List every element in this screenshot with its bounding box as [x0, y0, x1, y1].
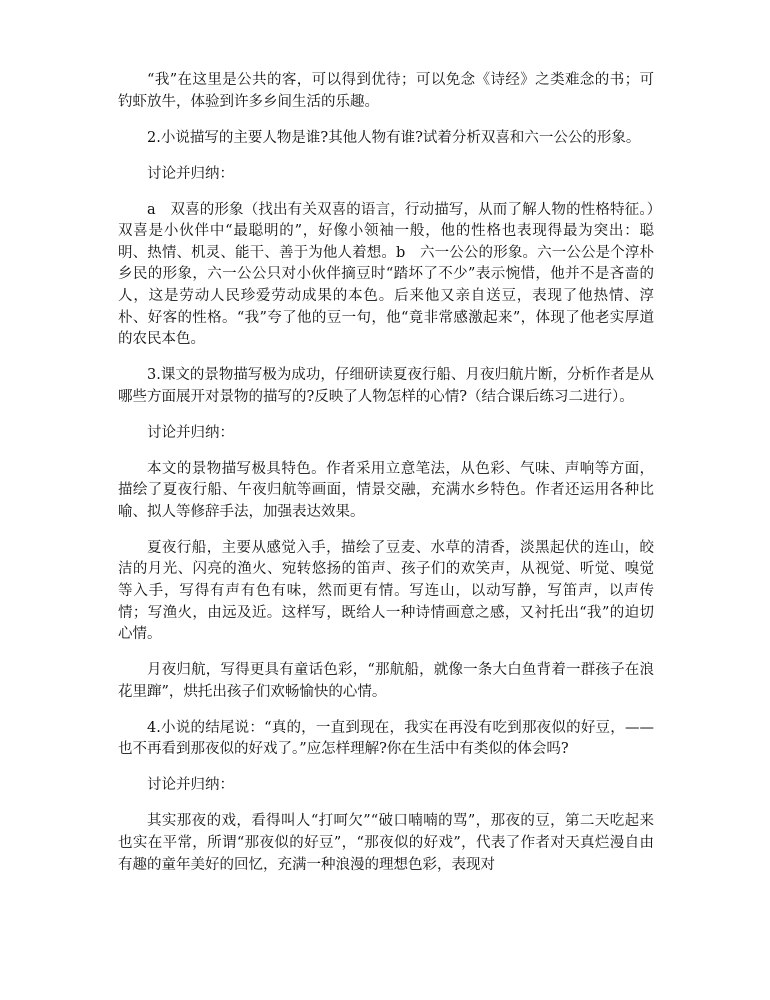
document-body: [118, 70, 654, 891]
question-4: 4.小说的结尾说：“真的，一直到现在，我实在再没有吃到那夜似的好豆，——也不再看到那夜似的好戏了。”应怎样理解?你在生活中有类似的体会吗?: [118, 719, 654, 758]
question-3: 3.课文的景物描写极为成功，仔细研读夏夜行船、月夜归航片断，分析作者是从哪些方面展开对景物的描写的?反映了人物怎样的心情?（结合课后练习二进行）。: [118, 367, 654, 405]
paragraph-moonlit-return: 月夜归航，写得更具有童话色彩，“那航船，就像一条大白鱼背着一群孩子在浪花里蹿”，烘托出孩子们欢畅愉快的心情。: [118, 662, 654, 700]
discussion-heading: 讨论并归纳：: [147, 777, 234, 794]
discussion-heading: 讨论并归纳：: [147, 165, 234, 182]
paragraph-character-analysis: a 双喜的形象（找出有关双喜的语言，行动描写，从而了解人物的性格特征。）双喜是小伙伴中“最聪明的”，好像小领袖一般，他的性格也表现得最为突出：聪明、热情、机灵、能干、善于为他人着想。b 六一公公的形象。六一公公是个淳朴乡民的形象，六一公公只对小伙伴摘豆时“踏坏了不少”表示惋惜，他并不是吝啬的人，这是劳动人民珍爱劳动成果的本色。后来他又亲自送豆，表现了他热情、淳朴、好客的性格。“我”夸了他的豆一句，他“竟非常感激起来”，体现了他老实厚道的农民本色。: [118, 201, 654, 348]
paragraph-guest-treatment: “我”在这里是公共的客，可以得到优待；可以免念《诗经》之类难念的书；可钓虾放牛，体验到许多乡间生活的乐趣。: [118, 72, 654, 110]
paragraph-ending-analysis: 其实那夜的戏，看得叫人“打呵欠”“破口喃喃的骂”，那夜的豆，第二天吃起来也实在平常，所谓“那夜似的好豆”，“那夜似的好戏”，代表了作者对天真烂漫自由有趣的童年美好的回忆，充满一种浪漫的理想色彩，表现对: [118, 813, 654, 873]
discussion-heading: 讨论并归纳：: [147, 424, 234, 441]
paragraph-scenery-overview: 本文的景物描写极具特色。作者采用立意笔法，从色彩、气味、声响等方面，描绘了夏夜行船、午夜归航等画面，情景交融，充满水乡特色。作者还运用各种比喻、拟人等修辞手法，加强表达效果。: [118, 460, 654, 520]
question-2: 2.小说描写的主要人物是谁?其他人物有谁?试着分析双喜和六一公公的形象。: [147, 129, 641, 146]
paragraph-summer-night-boat: 夏夜行船，主要从感觉入手，描绘了豆麦、水草的清香，淡黑起伏的连山，皎洁的月光、闪亮的渔火、宛转悠扬的笛声、孩子们的欢笑声，从视觉、听觉、嗅觉等入手，写得有声有色有味，然而更有情。写连山，以动写静，写笛声，以声传情；写渔火，由远及近。这样写，既给人一种诗情画意之感，又衬托出“我”的迫切心情。: [118, 539, 654, 643]
